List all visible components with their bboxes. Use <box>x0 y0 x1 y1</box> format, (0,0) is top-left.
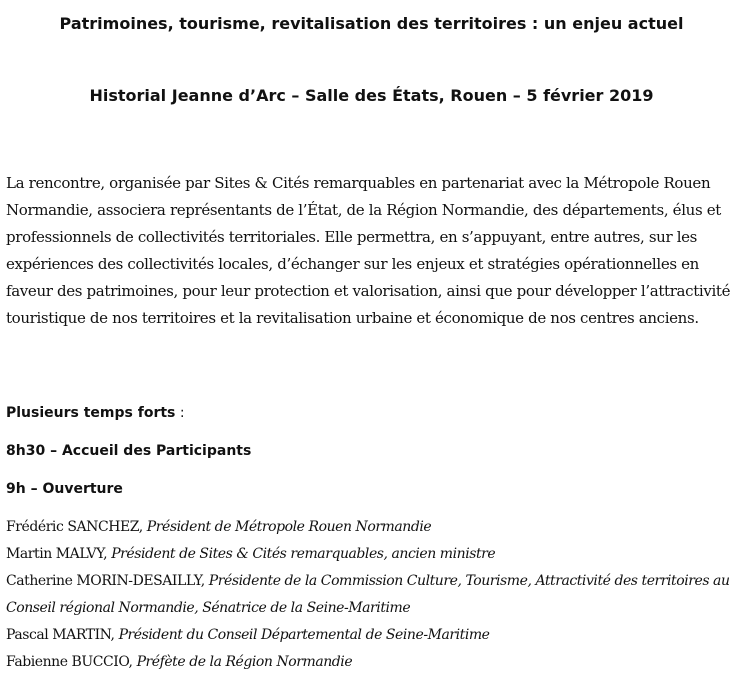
speaker-name: Frédéric SANCHEZ, <box>6 519 147 535</box>
event-subtitle: Historial Jeanne d’Arc – Salle des États, Rouen – 5 février 2019 <box>89 86 654 105</box>
program-heading <box>6 404 185 422</box>
speaker-line <box>6 541 738 568</box>
program-heading-suffix: : <box>175 405 185 421</box>
program-item-accueil: 8h30 – Accueil des Participants <box>6 443 252 459</box>
speaker-role: Président du Conseil Départemental de Seine-Maritime <box>118 627 490 643</box>
program-item-ouverture: 9h – Ouverture <box>6 481 123 497</box>
speaker-name: Martin MALVY, <box>6 546 112 562</box>
speaker-line <box>6 622 738 649</box>
speaker-line <box>6 514 738 541</box>
speaker-role: Préfète de la Région Normandie <box>136 654 353 670</box>
speaker-name: Fabienne BUCCIO, <box>6 654 137 670</box>
speakers-list <box>6 514 738 676</box>
speaker-line <box>6 568 738 622</box>
program-heading-label: Plusieurs temps forts <box>6 405 176 421</box>
speaker-role: Président de Métropole Rouen Normandie <box>146 519 432 535</box>
speaker-line <box>6 649 738 676</box>
speaker-name: Pascal MARTIN, <box>6 627 119 643</box>
speaker-role: Présidente de la Commission Culture, Tourisme, Attractivité des territoires au Conseil régional Normandie, Sénatrice de la Seine-Maritime <box>6 573 730 616</box>
speaker-role: Président de Sites & Cités remarquables, ancien ministre <box>111 546 496 562</box>
page-title: Patrimoines, tourisme, revitalisation des territoires : un enjeu actuel <box>59 14 684 33</box>
speaker-name: Catherine MORIN-DESAILLY, <box>6 573 209 589</box>
intro-paragraph: La rencontre, organisée par Sites & Cités remarquables en partenariat avec la Métropole Rouen Normandie, associera représentants de l’État, de la Région Normandie, des départements, élus et professionnels de collectivités territoriales. Elle permettra, en s’appuyant, entre autres, sur les expériences des collectivités locales, d’échanger sur les enjeux et stratégies opérationnelles en faveur des patrimoines, pour leur protection et valorisation, ainsi que pour développer l’attractivité touristique de nos territoires et la revitalisation urbaine et économique de nos centres anciens. <box>6 174 731 327</box>
